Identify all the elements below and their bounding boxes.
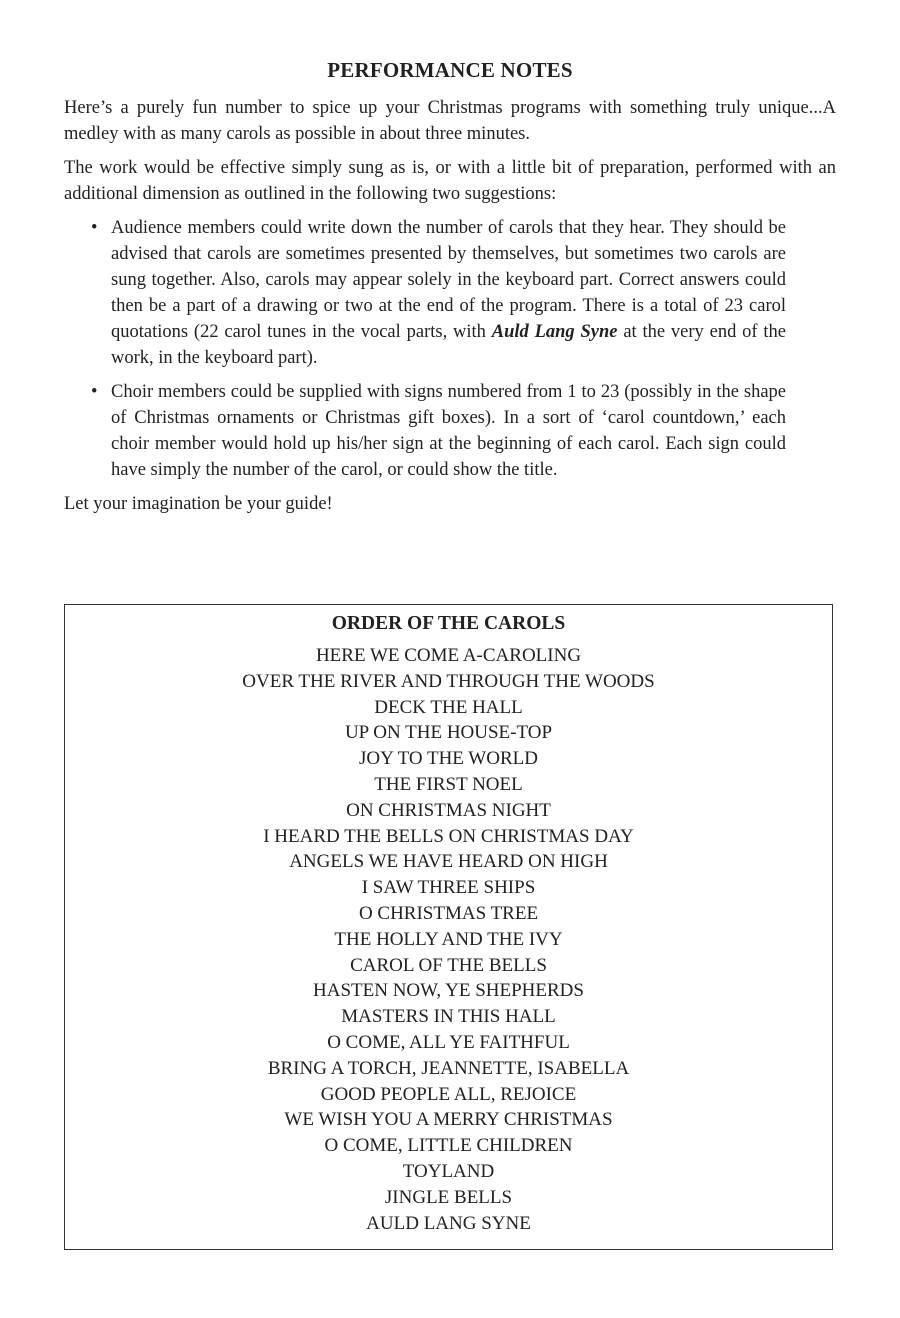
carol-item: ON CHRISTMAS NIGHT (346, 799, 551, 821)
closing-line: Let your imagination be your guide! (64, 494, 333, 514)
bullet-icon: • (91, 382, 98, 402)
suggestion-item-choir (64, 379, 836, 483)
carol-item: JINGLE BELLS (384, 1186, 513, 1208)
suggestion-text-before: Audience members could write down the number of carols that they hear. They should be advised that carols are sometimes presented by themselves, but sometimes two carols are sung together. Also, carols may appear solely in the keyboard part. Correct answers could then be a part of a drawing or two at the end of the program. There is a total of 23 carol quotations (22 carol tunes in the vocal parts, with (111, 218, 786, 342)
carol-item: I HEARD THE BELLS ON CHRISTMAS DAY (263, 825, 634, 847)
carol-item: O CHRISTMAS TREE (358, 902, 539, 924)
suggestion-item-audience (64, 215, 836, 371)
carol-item: ANGELS WE HAVE HEARD ON HIGH (289, 851, 608, 873)
suggestion-list (64, 215, 836, 483)
carol-item: THE HOLLY AND THE IVY (334, 928, 563, 950)
suggestions-paragraph: The work would be effective simply sung as is, or with a little bit of preparation, performed with an additional dimension as outlined in the following two suggestions: (64, 158, 836, 204)
carol-item: THE FIRST NOEL (374, 773, 523, 795)
bullet-icon: • (91, 218, 98, 238)
carol-item: JOY TO THE WORLD (359, 748, 538, 770)
carol-item: CAROL OF THE BELLS (350, 954, 547, 976)
carol-item: AULD LANG SYNE (366, 1212, 531, 1234)
page-title: PERFORMANCE NOTES (327, 58, 573, 82)
auld-lang-syne-emphasis: Auld Lang Syne (491, 322, 618, 342)
order-title: ORDER OF THE CAROLS (331, 613, 566, 634)
carol-item: GOOD PEOPLE ALL, REJOICE (320, 1083, 577, 1105)
carol-item: O COME, ALL YE FAITHFUL (327, 1031, 570, 1053)
suggestion-text: Choir members could be supplied with signs numbered from 1 to 23 (possibly in the shape of Christmas ornaments or Christmas gift boxes). In a sort of ‘carol countdown,’ each choir member would hold up his/her sign at the beginning of each carol. Each sign could have simply the number of the carol, or could show the title. (111, 382, 786, 480)
carol-item: MASTERS IN THIS HALL (341, 1006, 556, 1028)
carol-item: DECK THE HALL (374, 696, 523, 718)
carol-item: UP ON THE HOUSE-TOP (344, 722, 553, 744)
performance-notes (64, 58, 836, 517)
carol-item: WE WISH YOU A MERRY CHRISTMAS (284, 1109, 613, 1131)
carol-item: TOYLAND (402, 1160, 495, 1182)
carol-item: I SAW THREE SHIPS (361, 877, 536, 899)
carol-item: O COME, LITTLE CHILDREN (324, 1135, 573, 1157)
carol-item: HASTEN NOW, YE SHEPHERDS (313, 980, 584, 1002)
carol-list (65, 643, 832, 1236)
suggestion-text-after: at the very end of the work, in the keyboard part). (111, 322, 787, 368)
carol-item: BRING A TORCH, JEANNETTE, ISABELLA (267, 1057, 630, 1079)
carol-item: HERE WE COME A-CAROLING (315, 645, 582, 666)
intro-paragraph: Here’s a purely fun number to spice up your Christmas programs with something truly unique...A medley with as many carols as possible in about three minutes. (64, 98, 836, 144)
order-of-carols-box (64, 604, 833, 1250)
carol-item: OVER THE RIVER AND THROUGH THE WOODS (242, 670, 655, 692)
